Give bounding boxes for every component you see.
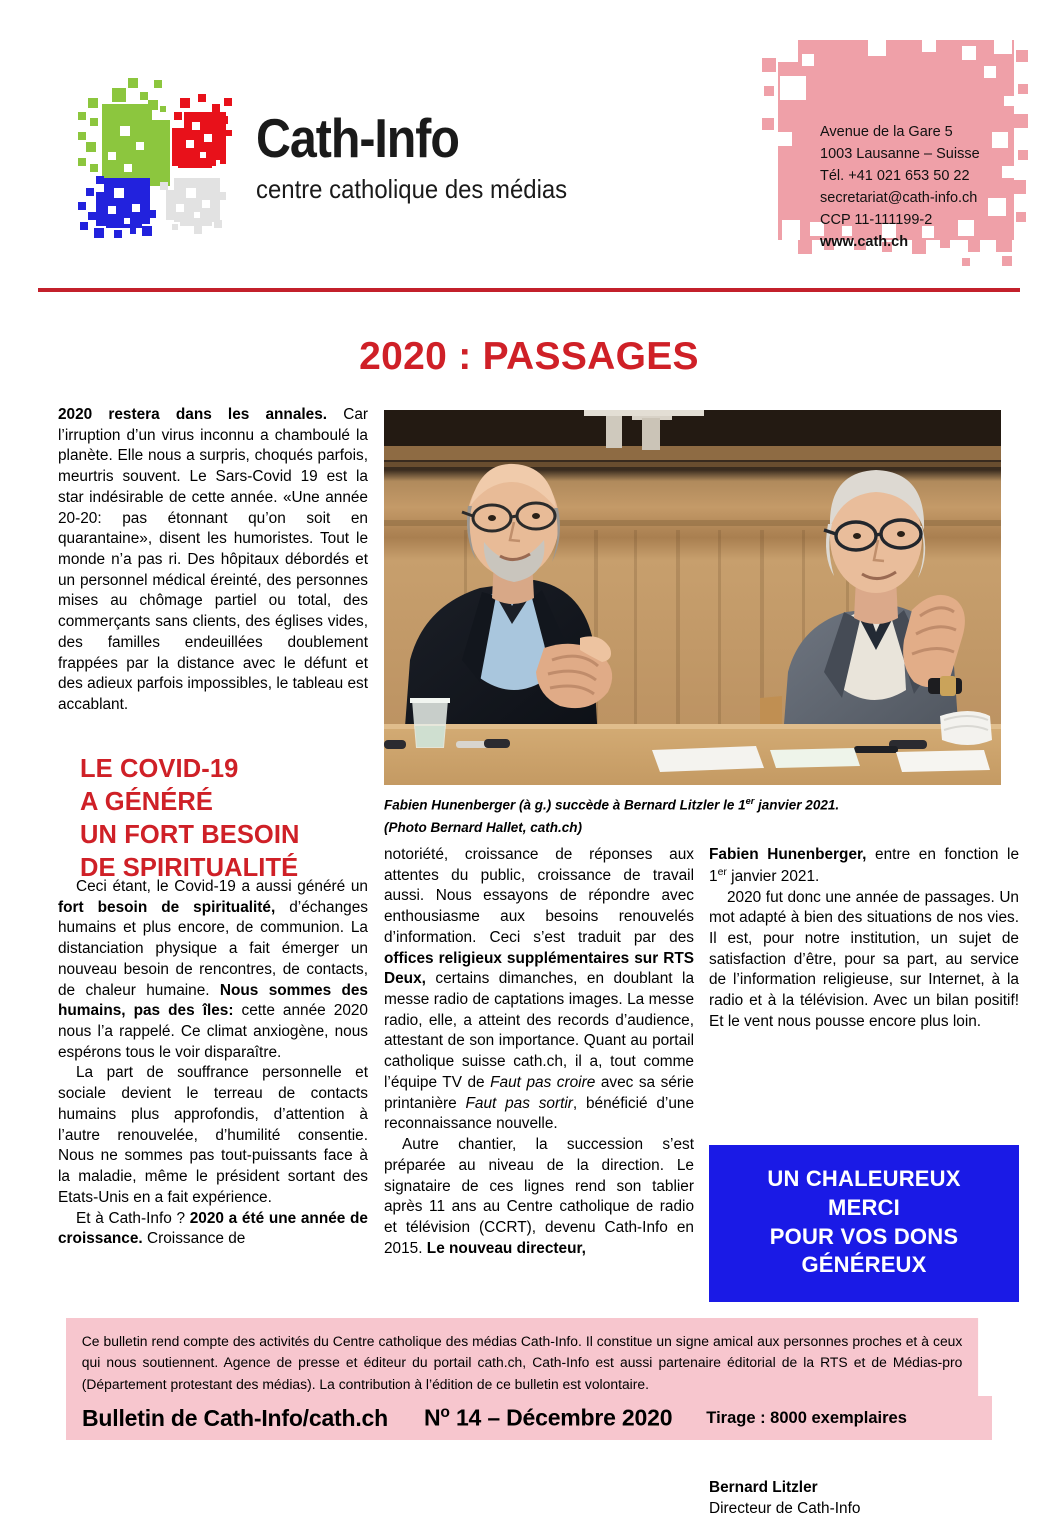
brand-tagline: centre catholique des médias xyxy=(256,173,568,204)
donation-thanks-box xyxy=(709,1145,1019,1302)
header-divider xyxy=(38,288,1020,292)
pullquote-line-2: A GÉNÉRÉ xyxy=(80,787,214,816)
col3-paragraph-1: Fabien Hunenberger, entre en fonction le 1er janvier 2021. xyxy=(709,846,1019,885)
contact-street: Avenue de la Gare 5 xyxy=(820,124,953,140)
contact-ccp: CCP 11-111199-2 xyxy=(820,212,933,229)
col2-p1-b: offices religieux supplémentaires sur RTS Deux, xyxy=(384,949,694,988)
footer-issue: $N^o$ 14 – Décembre 2020 xyxy=(423,1404,673,1431)
contact-panel xyxy=(762,40,1030,268)
contact-address xyxy=(820,121,980,253)
thanks-line-3: POUR VOS DONS xyxy=(769,1223,959,1249)
col2-paragraph-1 xyxy=(384,845,694,1135)
thanks-line-4: GÉNÉREUX xyxy=(801,1252,927,1278)
text-column-1 xyxy=(58,877,368,1250)
col1-p3-a: Et à Cath-Info ? xyxy=(76,1209,190,1227)
col2-p1-a: notoriété, croissance de réponses aux attentes du public, croissance de travail aussi. Nous essayons de répondre avec enthousiasme aux besoins renouvelés d’information. Ceci s’est traduit par des xyxy=(384,846,694,946)
footer-bulletin-label: Bulletin de Cath-Info/cath.ch xyxy=(82,1404,388,1431)
page-header xyxy=(0,0,1058,292)
photo-two-men-applauding-icon xyxy=(384,410,1001,785)
col3-new-director-name: Fabien Hunenberger, xyxy=(709,846,867,863)
col1-p3-b: 2020 a été une année de croissance. xyxy=(58,1209,368,1248)
pullquote xyxy=(80,753,380,885)
col1-paragraph-3 xyxy=(58,1209,368,1250)
cath-info-logo-icon xyxy=(62,70,234,242)
col2-p1-c: certains dimanches, en doublant la messe radio de captations images. La messe radio, elle, a atteint des records d’audience, attestant de son importance. Quant au portail catholique suisse cath.ch, il a, tout comme l’équipe TV de xyxy=(384,970,694,1091)
brand-wordmark xyxy=(256,106,594,204)
col1-p1-b: fort besoin de spiritualité, xyxy=(58,898,276,916)
article-signature xyxy=(709,1478,860,1520)
pullquote-line-1: LE COVID-19 xyxy=(80,755,239,783)
col1-paragraph-2: La part de souffrance personnelle et sociale devient le terreau de contacts humains plus approfondis, d’attention à l’autre renouvelée, d’humilité consentie. Nous ne sommes pas tout-puissants face à la maladie, même le président sortant des Etats-Unis en a fait expérience. xyxy=(58,1064,368,1206)
pullquote-line-4: DE SPIRITUALITÉ xyxy=(80,853,299,882)
col2-paragraph-2 xyxy=(384,1135,694,1259)
col1-p1-c: d’échanges humains et plus encore, de communion. La distanciation physique a fait émerger un nouveau besoin de rencontres, de contacts, de chaleur humaine. xyxy=(58,898,368,999)
contact-phone: Tél. +41 021 653 50 22 xyxy=(820,168,970,185)
col2-p2-b: Le nouveau directeur, xyxy=(426,1239,586,1257)
pullquote-line-3: UN FORT BESOIN xyxy=(80,820,300,849)
thanks-line-2: MERCI xyxy=(828,1194,900,1220)
photo-caption xyxy=(384,794,1001,839)
photo-caption-line2: (Photo Bernard Hallet, cath.ch) xyxy=(384,819,583,835)
page-title: 2020 : PASSAGES xyxy=(359,335,699,378)
lead-rest: Car l’irruption d’un virus inconnu a chamboulé la planète. Elle nous a surpris, choqués parfois, meurtris souvent. Le Sars-Covid 19 est la star indésirable de cette année. «Une année 20-20: pas étonnant qu’on soit en quarantaine», disent les humoristes. Tout le monde n’a pas ri. Des hôpitaux débordés et un personnel médical éreinté, des personnes mises au chômage partiel ou total, des commerçants sans clients, des églises vides, des familles endeuillées doublement frappées par la distance avec le défunt et des adieux parfois impossibles, le tableau est accablant. xyxy=(58,406,369,714)
col1-paragraph-1 xyxy=(58,877,368,1063)
text-column-2 xyxy=(384,845,694,1259)
footer-print-run: Tirage : 8000 exemplaires xyxy=(706,1408,907,1427)
col2-p1-e: , bénéficié d’une reconnaissance nouvelle. xyxy=(384,1094,695,1133)
contact-city: 1003 Lausanne – Suisse xyxy=(820,146,980,163)
signature-role: Directeur de Cath-Info xyxy=(709,1499,861,1517)
brand-logo xyxy=(62,70,594,242)
thanks-line-1: UN CHALEUREUX xyxy=(767,1166,961,1191)
footer-bar xyxy=(66,1396,992,1440)
contact-email[interactable]: secretariat@cath-info.ch xyxy=(820,190,978,207)
col1-p3-c: Croissance de xyxy=(142,1230,246,1248)
col3-paragraph-2: 2020 fut donc une année de passages. Un mot adapté à bien des situations de nos vies. Il est, pour notre institution, un sujet de satisfaction d’être, pour sa part, au service de l’information religieuse, sur Internet, à la radio et à la télévision. Avec un bilan positif! Et le vent nous pousse encore plus loin. xyxy=(709,888,1019,1030)
signature-name: Bernard Litzler xyxy=(709,1479,818,1496)
photo-caption-line1: Fabien Hunenberger (à g.) succède à Bernard Litzler le 1er janvier 2021. xyxy=(384,796,840,813)
col1-p1-e: cette année 2020 nous l’a rappelé. Ce climat anxiogène, nous espérons tous le voir disparaître. xyxy=(58,1002,368,1061)
col1-p1-d: Nous sommes des humains, pas des îles: xyxy=(58,981,368,1020)
text-column-3 xyxy=(709,845,1019,1033)
col2-show-title-1: Faut pas croire xyxy=(490,1073,596,1091)
lead-paragraph xyxy=(58,405,368,716)
article-photo xyxy=(384,410,1001,785)
col2-show-title-2: Faut pas sortir xyxy=(465,1094,573,1112)
col2-p1-d: avec sa série printanière xyxy=(384,1073,694,1112)
col2-p2-a: Autre chantier, la succession s’est préparée au niveau de la direction. Le signataire de ces lignes rend son tablier après 11 ans au Centre catholique de radio et télévision (CCRT), devenu Cath-Info en 2015. xyxy=(384,1136,694,1257)
col1-p1-a: Ceci étant, le Covid-19 a aussi généré un xyxy=(76,878,368,895)
footer-note: Ce bulletin rend compte des activités du Centre catholique des médias Cath-Info. Il constitue un signe amical aux personnes proches et à ceux qui nous soutiennent. Agence de presse et éditeur du portail cath.ch, Cath-Info est aussi partenaire éditorial de la RTS et de Médias-pro (Département protestant des médias). La contribution à l’édition de ce bulletin est volontaire. xyxy=(66,1318,978,1408)
brand-name: Cath-Info xyxy=(256,106,459,169)
contact-website[interactable]: www.cath.ch xyxy=(820,234,909,251)
lead-bold: 2020 restera dans les annales. xyxy=(58,406,328,423)
